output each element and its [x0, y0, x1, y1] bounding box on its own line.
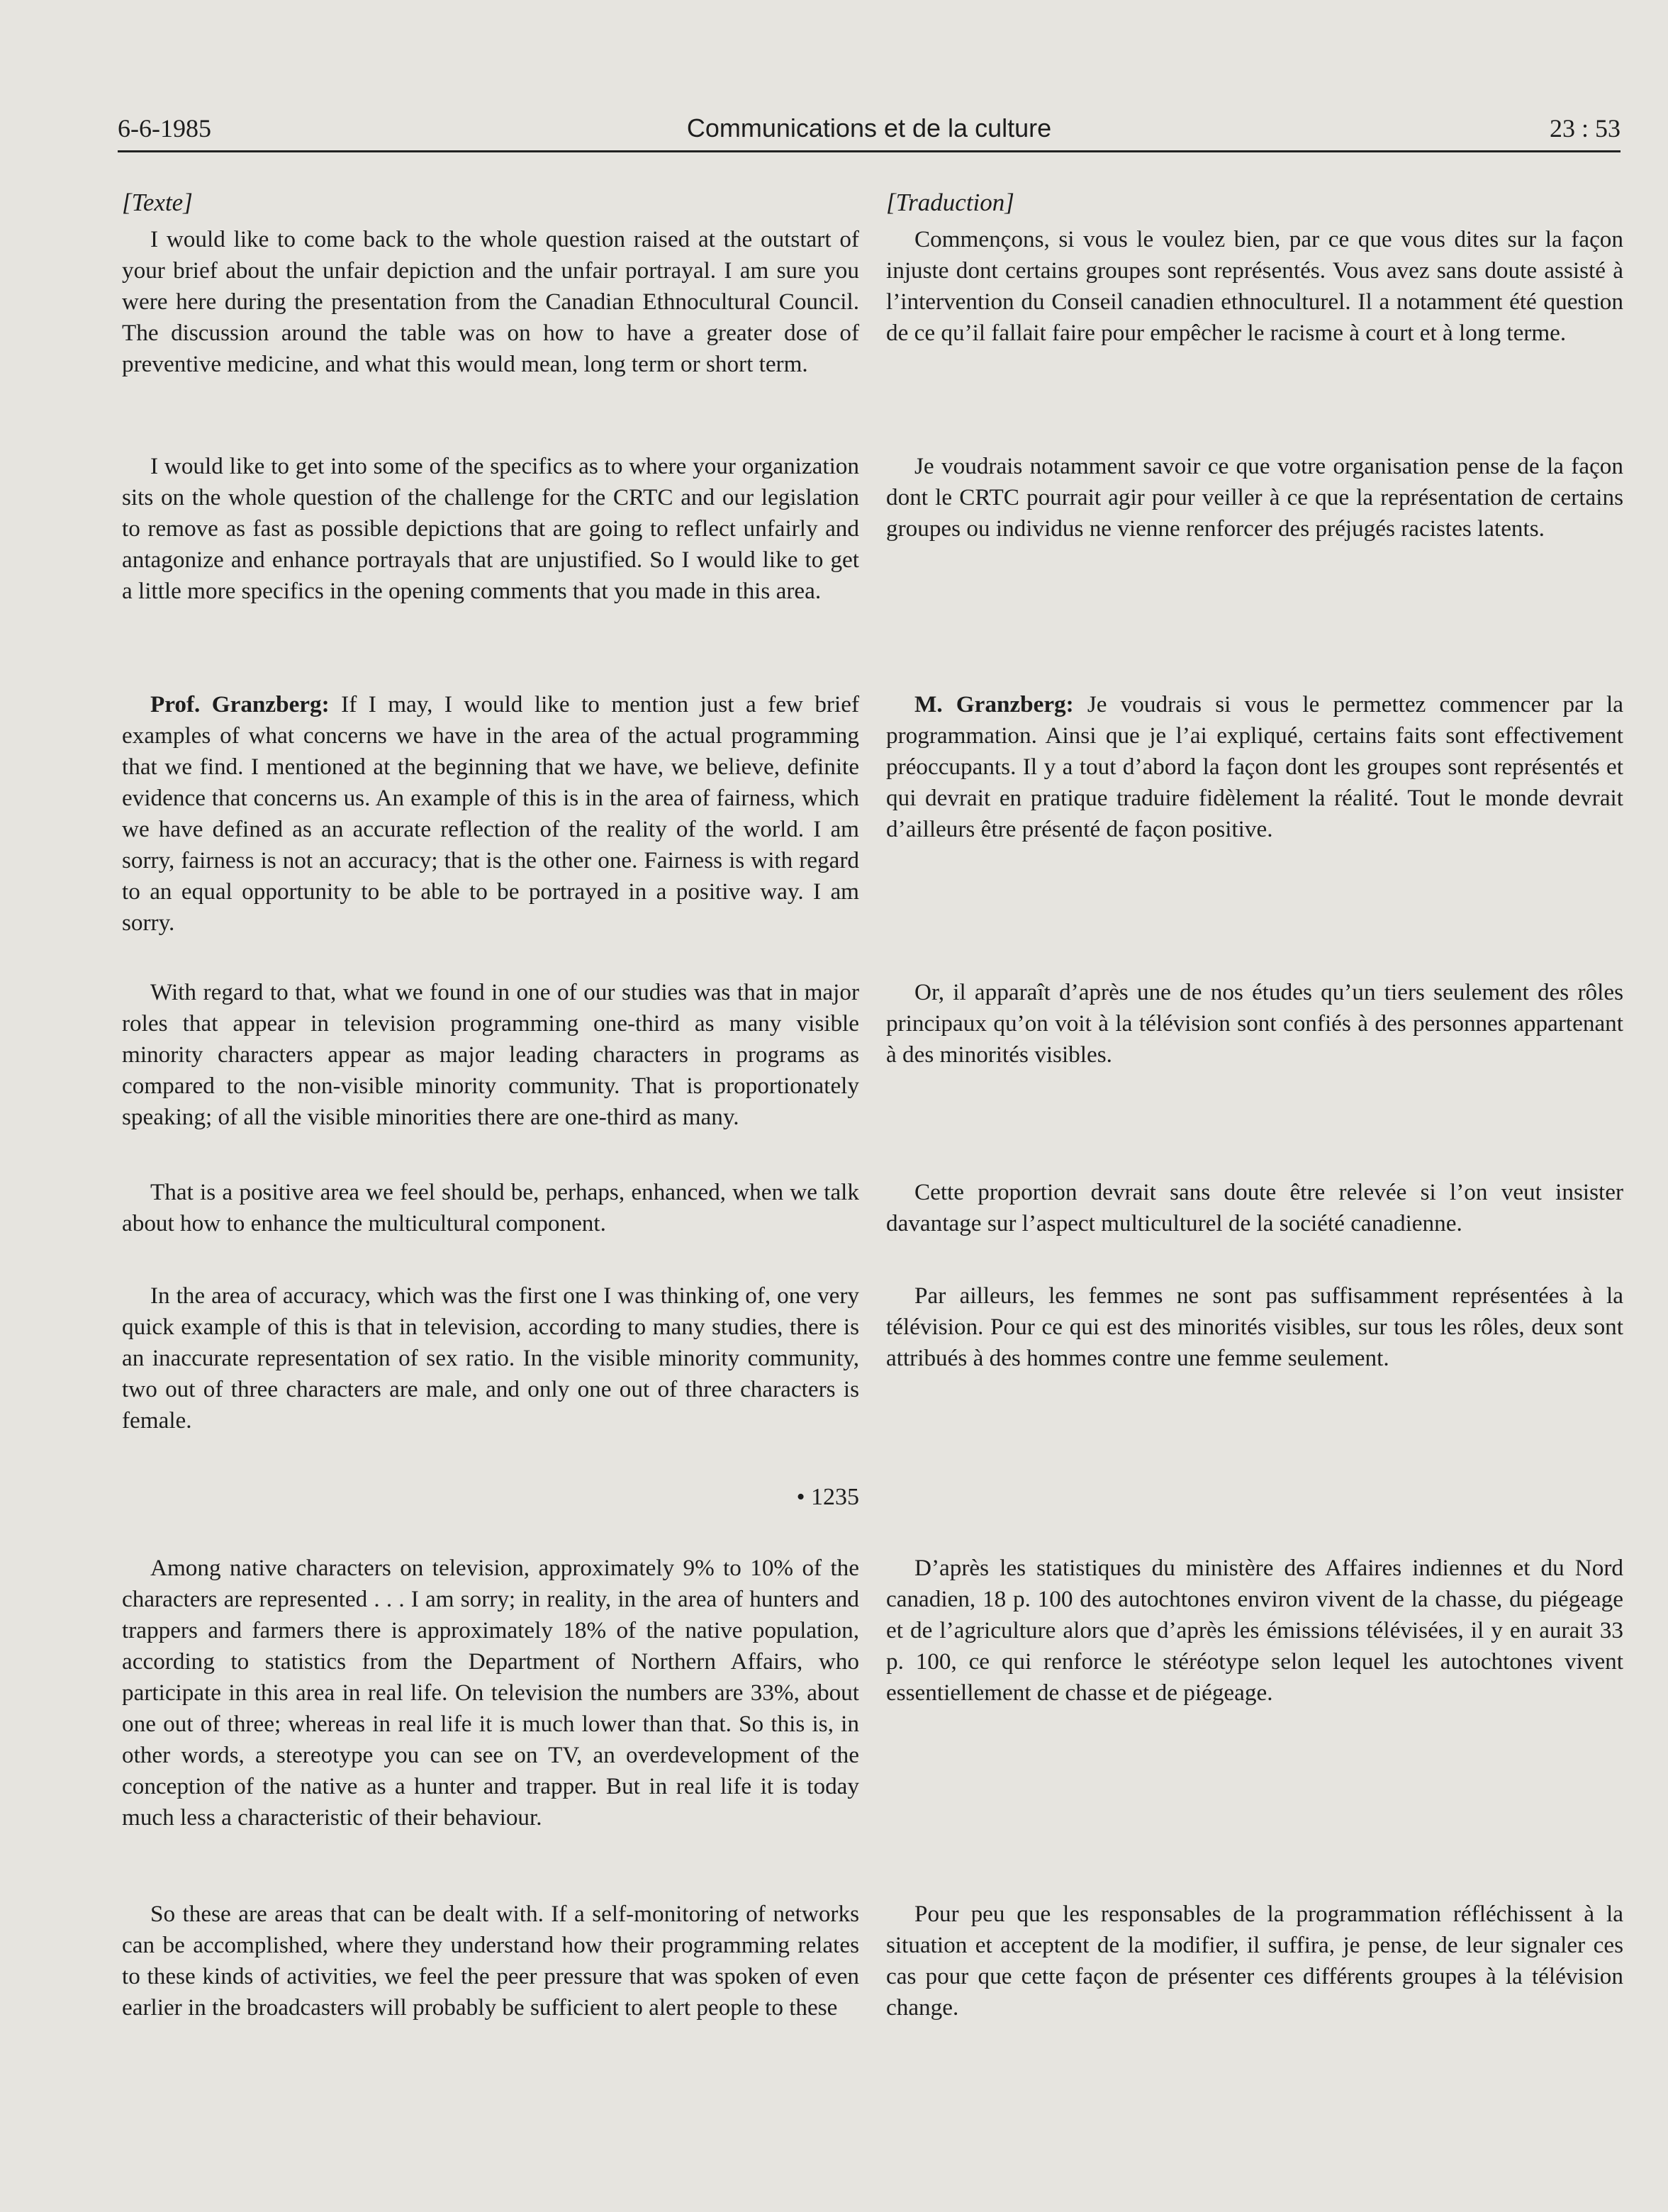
english-text-1: I would like to come back to the whole question raised at the outstart of your brief about the unfair depiction and the unfair portrayal. I am sure you were here during the presentation from the Canadian Ethnocultural Council. The discussion around the table was on how to have a greater dose of preventive medicine, and what this would mean, long term or short term. — [122, 226, 859, 377]
english-text-6: In the area of accuracy, which was the first one I was thinking of, one very quick example of this is that in television, according to many studies, there is an inaccurate representation of sex ratio. In the visible minority community, two out of three characters are male, and only one out of three characters is female. — [122, 1283, 859, 1434]
header-rule — [118, 150, 1621, 152]
header-date: 6-6-1985 — [118, 114, 211, 143]
french-label: [Traduction] — [886, 189, 1014, 216]
french-speaker: M. Granzberg: — [914, 691, 1074, 717]
french-text-2: Je voudrais notamment savoir ce que votre organisation pense de la façon dont le CRTC pourrait agir pour veiller à ce que la représentation de certains groupes ou individus ne vienne renforcer des préjugés racistes latents. — [886, 453, 1623, 542]
english-text-3: If I may, I would like to mention just a few brief examples of what concerns we have in the area of the actual programming that we find. I mentioned at the beginning that we have, we believe, definite evidence that concerns us. An example of this is in the area of fairness, which we have defined as an accurate reflection of the reality of the world. I am sorry, fairness is not an accuracy; that is the other one. Fairness is with regard to an equal opportunity to be able to be portrayed in a positive way. I am sorry. — [122, 691, 859, 936]
english-text-2: I would like to get into some of the specifics as to where your organization sits on the whole question of the challenge for the CRTC and our legislation to remove as fast as possible depictions that are going to reflect unfairly and antagonize and enhance portrayals that are unjustified. So I would like to get a little more specifics in the opening comments that you made in this area. — [122, 453, 859, 604]
page-header — [118, 106, 1621, 149]
french-paragraph-6 — [886, 1280, 1623, 1374]
french-text-6: Par ailleurs, les femmes ne sont pas suffisamment représentées à la télévision. Pour ce qui est des minorités visibles, sur tous les rôles, deux sont attribués à des hommes contre une femme seulement. — [886, 1283, 1623, 1371]
french-text-3: Je voudrais si vous le permettez commencer par la programmation. Ainsi que je l’ai expliqué, certains faits sont effectivement préoccupants. Il y a tout d’abord la façon dont les groupes sont représentés et qui devrait en pratique traduire fidèlement la réalité. Tout le monde devrait d’ailleurs être présenté de façon positive. — [886, 691, 1623, 842]
english-text-4: With regard to that, what we found in one of our studies was that in major roles that appear in television programming one-third as many visible minority characters appear as major leading characters in programs as compared to the non-visible minority community. That is proportionately speaking; of all the visible minorities there are one-third as many. — [122, 979, 859, 1130]
english-paragraph-1 — [122, 224, 859, 380]
french-text-7: D’après les statistiques du ministère des Affaires indiennes et du Nord canadien, 18 p. 100 des autochtones environ vivent de la chasse, du piégeage et de l’agriculture alors que d’après les émissions télévisées, il y en aurait 33 p. 100, ce qui renforce le stéréotype selon lequel les autochtones vivent essentiellement de chasse et de piégeage. — [886, 1555, 1623, 1706]
french-paragraph-8 — [886, 1899, 1623, 2023]
french-text-8: Pour peu que les responsables de la programmation réfléchissent à la situation et acceptent de la modifier, il suffira, je pense, de leur signaler ces cas pour que cette façon de présenter ces différents groupes à la télévision change. — [886, 1901, 1623, 2021]
english-label-text: Texte — [131, 189, 184, 216]
english-paragraph-8 — [122, 1899, 859, 2023]
english-paragraph-3 — [122, 689, 859, 939]
english-text-7: Among native characters on television, approximately 9% to 10% of the characters are represented . . . I am sorry; in reality, in the area of hunters and trappers and farmers there is approximately 18% of the native population, according to statistics from the Department of Northern Affairs, who participate in this area in real life. On television the numbers are 33%, about one out of three; whereas in real life it is much lower than that. So this is, in other words, a stereotype you can see on TV, an overdevelopment of the conception of the native as a hunter and trapper. But in real life it is today much less a characteristic of their behaviour. — [122, 1555, 859, 1831]
english-paragraph-7 — [122, 1553, 859, 1833]
french-paragraph-4 — [886, 977, 1623, 1071]
english-label: [Texte] — [122, 189, 193, 216]
english-text-5: That is a positive area we feel should be, perhaps, enhanced, when we talk about how to enhance the multicultural component. — [122, 1179, 859, 1236]
french-paragraph-2 — [886, 451, 1623, 544]
french-text-4: Or, il apparaît d’après une de nos études qu’un tiers seulement des rôles principaux qu’on voit à la télévision sont confiés à des personnes appartenant à des minorités visibles. — [886, 979, 1623, 1068]
french-label-text: Traduction — [895, 189, 1005, 216]
french-text-1: Commençons, si vous le voulez bien, par ce que vous dites sur la façon injuste dont certains groupes sont représentés. Vous avez sans doute assisté à l’intervention du Conseil canadien ethnoculturel. Il a notamment été question de ce qu’il fallait faire pour empêcher le racisme à court et à long terme. — [886, 226, 1623, 346]
french-paragraph-3 — [886, 689, 1623, 845]
english-paragraph-6 — [122, 1280, 859, 1436]
french-paragraph-7 — [886, 1553, 1623, 1709]
english-paragraph-5 — [122, 1177, 859, 1239]
header-page-number: 23 : 53 — [1549, 114, 1621, 143]
french-paragraph-1 — [886, 224, 1623, 349]
english-paragraph-4 — [122, 977, 859, 1133]
french-text-5: Cette proportion devrait sans doute être relevée si l’on veut insister davantage sur l’aspect multiculturel de la société canadienne. — [886, 1179, 1623, 1236]
english-speaker: Prof. Granzberg: — [150, 691, 330, 717]
timestamp: • 1235 — [796, 1484, 859, 1510]
header-title: Communications et de la culture — [686, 113, 1052, 143]
english-text-8: So these are areas that can be dealt with. If a self-monitoring of networks can be accomplished, where they understand how their programming relates to these kinds of activities, we feel the peer pressure that was spoken of even earlier in the broadcasters will probably be sufficient to alert people to these — [122, 1901, 859, 2021]
french-paragraph-5 — [886, 1177, 1623, 1239]
english-paragraph-2 — [122, 451, 859, 607]
